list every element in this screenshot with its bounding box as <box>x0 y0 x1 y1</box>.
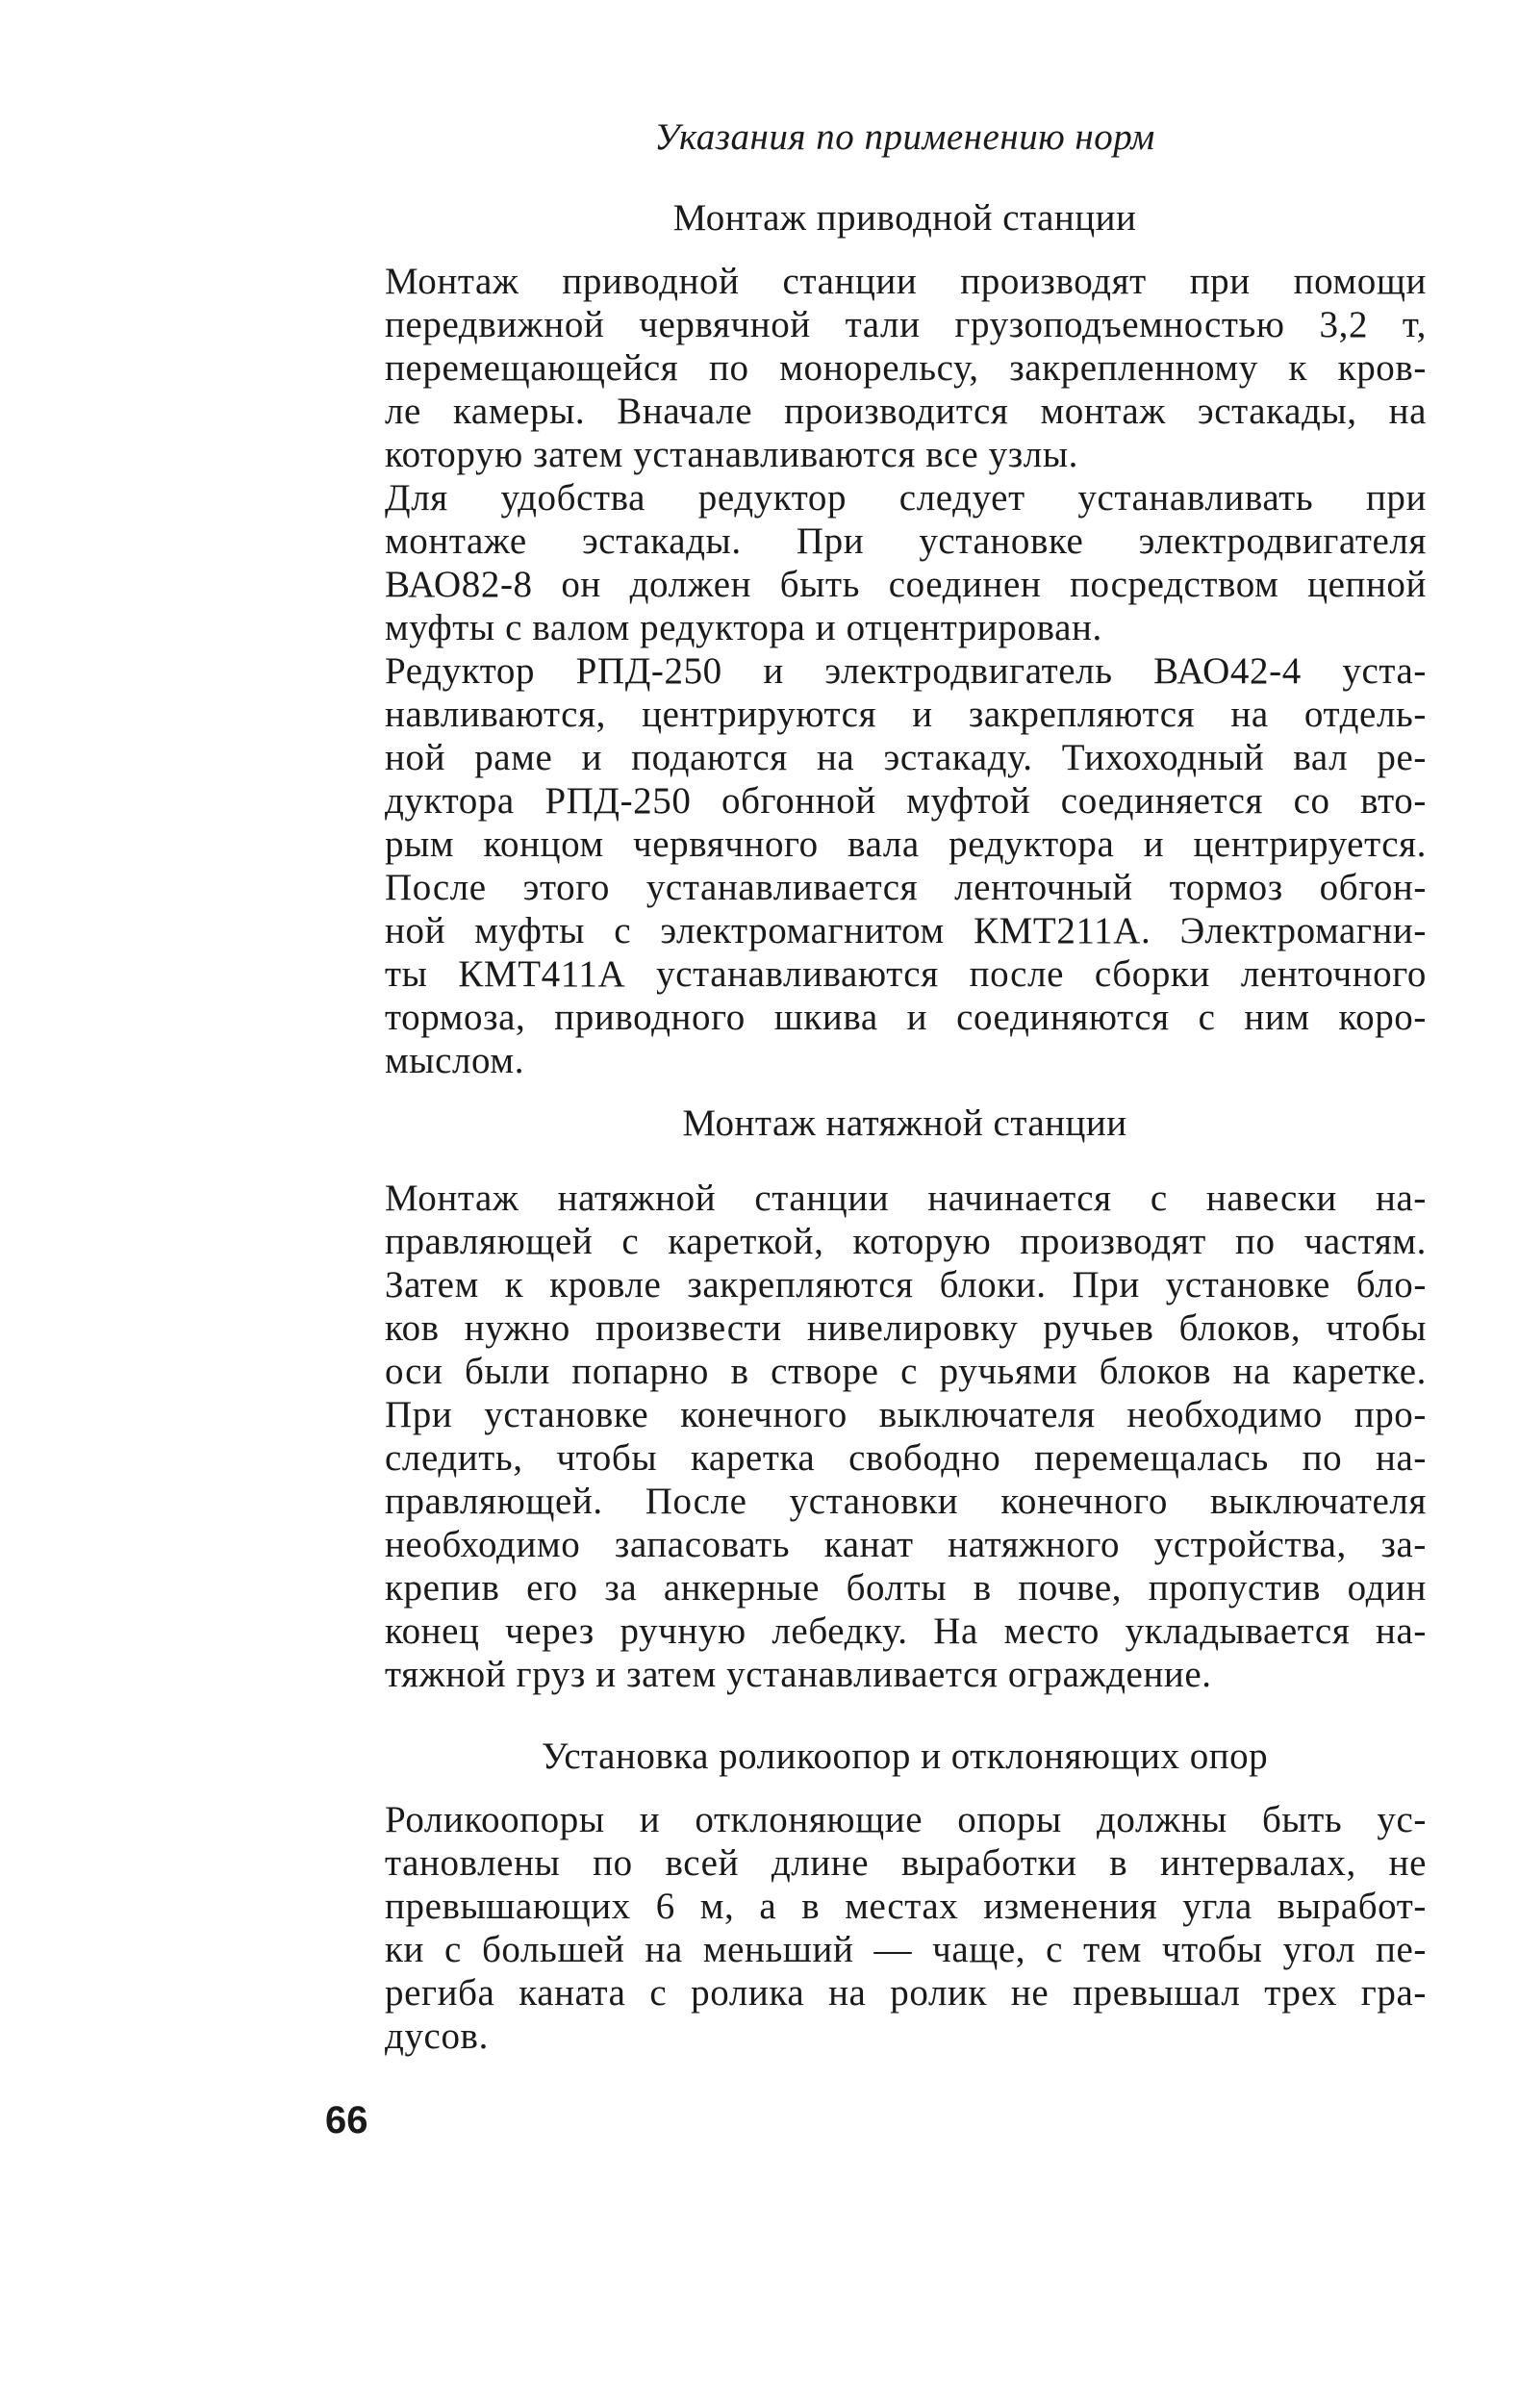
paragraph-drive-station-3 <box>325 649 1427 1082</box>
text-line: которую затем устанавливаются все узлы. <box>385 434 1079 475</box>
text-line: дусов. <box>385 2015 489 2057</box>
book-page <box>325 114 1427 2144</box>
text-line: ВАО82-8 он должен быть соединен посредством цепной <box>385 564 1427 605</box>
running-head: Указания по применению норм <box>654 116 1155 158</box>
section-title-tension-station: Монтаж натяжной станции <box>682 1103 1127 1144</box>
text-line: При установке конечного выключателя необходимо про- <box>385 1394 1427 1435</box>
text-line: ной раме и подаются на эстакаду. Тихоходный вал ре- <box>385 737 1427 778</box>
text-line: превышающих 6 м, а в местах изменения угла выработ- <box>385 1886 1427 1927</box>
text-line: передвижной червячной тали грузоподъемностью 3,2 т, <box>385 304 1427 345</box>
text-line: региба каната с ролика на ролик не превышал трех гра- <box>385 1972 1427 2014</box>
page-number: 66 <box>325 2099 368 2142</box>
paragraph-roller-supports-1 <box>325 1798 1427 2058</box>
text-line: правляющей. После установки конечного выключателя <box>385 1481 1427 1522</box>
text-line: муфты с валом редуктора и отцентрирован. <box>385 607 1102 648</box>
text-line: Редуктор РПД-250 и электродвигатель ВАО42-4 уста- <box>385 650 1427 692</box>
text-line: Монтаж натяжной станции начинается с навески на- <box>385 1178 1427 1219</box>
text-line: навливаются, центрируются и закрепляются на отдель- <box>385 694 1427 735</box>
text-line: необходимо запасовать канат натяжного устройства, за- <box>385 1524 1427 1565</box>
text-line: правляющей с кареткой, которую производят по частям. <box>385 1221 1427 1262</box>
section-title-roller-supports: Установка роликоопор и отклоняющих опор <box>541 1736 1269 1777</box>
text-line: оси были попарно в створе с ручьями блоков на каретке. <box>385 1351 1427 1392</box>
text-line: крепив его за анкерные болты в почве, пропустив один <box>385 1567 1427 1609</box>
section-title-drive-station: Монтаж приводной станции <box>672 197 1137 239</box>
text-line: Роликоопоры и отклоняющие опоры должны быть ус- <box>385 1799 1427 1840</box>
text-line: следить, чтобы каретка свободно перемещалась по на- <box>385 1437 1427 1479</box>
text-line: мыслом. <box>385 1040 525 1081</box>
paragraph-drive-station-1 <box>325 260 1427 476</box>
text-line: ле камеры. Вначале производится монтаж эстакады, на <box>385 391 1427 432</box>
text-line: перемещающейся по монорельсу, закрепленному к кров- <box>385 347 1427 389</box>
text-line: тановлены по всей длине выработки в интервалах, не <box>385 1842 1427 1884</box>
text-line: После этого устанавливается ленточный тормоз обгон- <box>385 867 1427 908</box>
text-line: конец через ручную лебедку. На место укладывается на- <box>385 1610 1427 1652</box>
text-line: Монтаж приводной станции производят при помощи <box>385 261 1427 302</box>
text-line: Затем к кровле закрепляются блоки. При установке бло- <box>385 1264 1427 1305</box>
text-line: тяжной груз и затем устанавливается ограждение. <box>385 1654 1212 1695</box>
paragraph-tension-station-1 <box>325 1177 1427 1696</box>
text-line: ки с большей на меньший — чаще, с тем чтобы угол пе- <box>385 1929 1427 1970</box>
text-line: ков нужно произвести нивелировку ручьев блоков, чтобы <box>385 1307 1427 1349</box>
text-line: Для удобства редуктор следует устанавливать при <box>385 477 1427 519</box>
paragraph-drive-station-2 <box>325 476 1427 649</box>
text-line: дуктора РПД-250 обгонной муфтой соединяется со вто- <box>385 780 1427 822</box>
text-line: рым концом червячного вала редуктора и центрируется. <box>385 824 1427 865</box>
text-line: монтаже эстакады. При установке электродвигателя <box>385 520 1427 562</box>
text-line: ты КМТ411А устанавливаются после сборки ленточного <box>385 953 1427 995</box>
text-line: ной муфты с электромагнитом КМТ211А. Электромагни- <box>385 910 1427 951</box>
text-line: тормоза, приводного шкива и соединяются с ним коро- <box>385 997 1427 1038</box>
